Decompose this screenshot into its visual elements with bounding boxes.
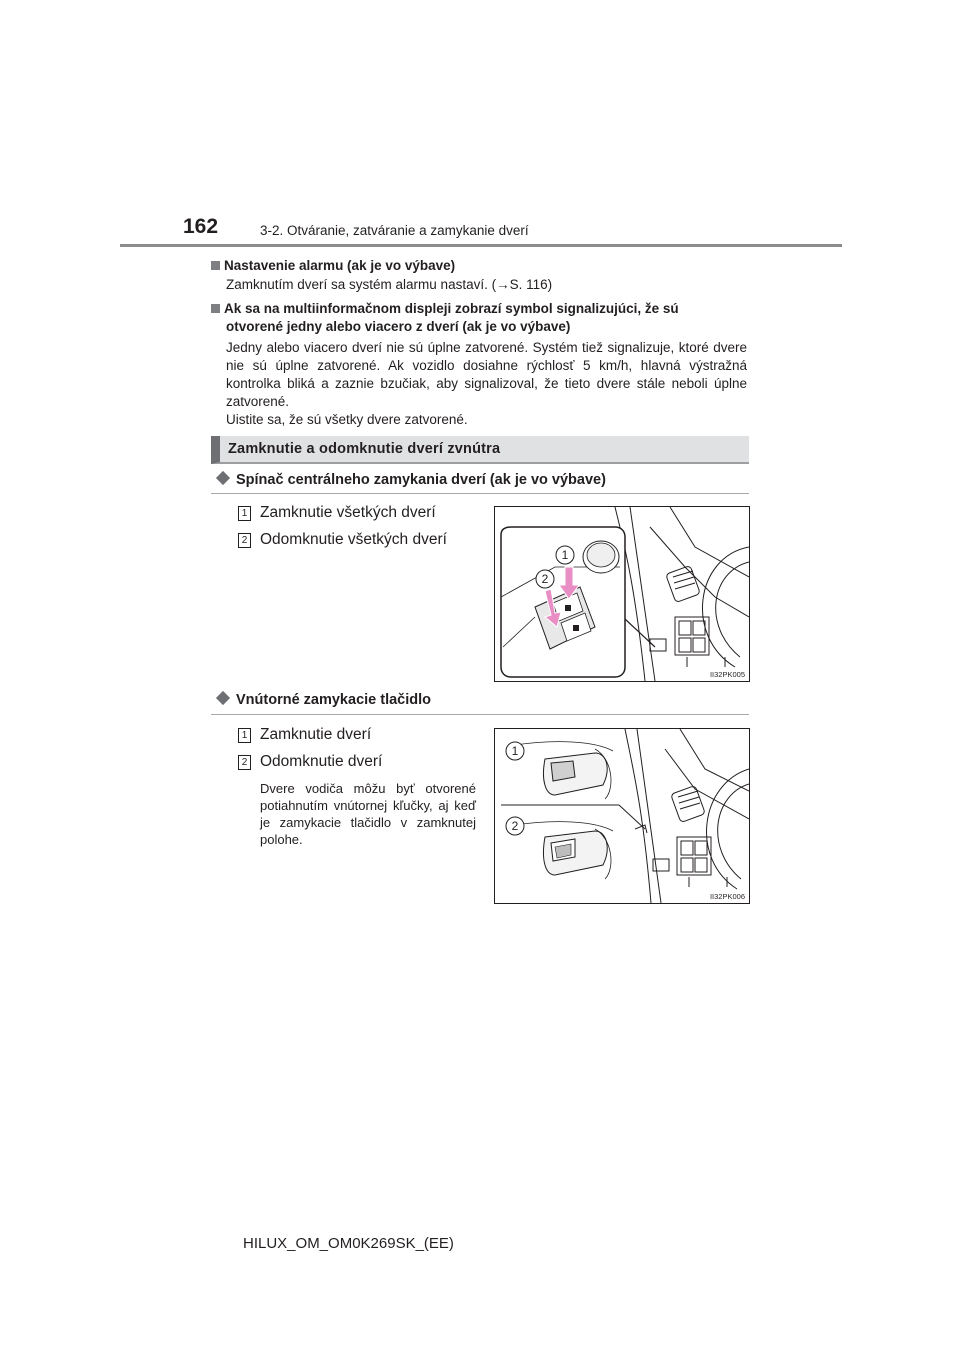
door-switch-illustration (495, 507, 749, 681)
callout-2: 2 (511, 819, 519, 833)
door-lock-illustration (495, 729, 749, 903)
diamond-bullet-icon (216, 471, 230, 485)
step-number-badge: 2 (238, 533, 251, 548)
subsection-rule (211, 714, 749, 715)
figure-code: II32PK006 (709, 892, 745, 901)
chapter-title: 3-2. Otváranie, zatváranie a zamykanie dverí (260, 223, 529, 238)
subsection-title-central-lock: Spínač centrálneho zamykania dverí (ak je vo výbave) (216, 472, 606, 488)
step-label: Zamknutie všetkých dverí (260, 504, 436, 521)
inner-lock-note: Dvere vodiča môžu byť otvorené potiahnutím vnútornej kľučky, aj keď je zamykacie tlačidlo v zamknutej polohe. (260, 781, 476, 847)
note-title-door-open-cont: otvorené jedny alebo viacero z dverí (ak je vo výbave) (226, 319, 571, 334)
section-heading: Zamknutie a odomknutie dverí zvnútra (211, 436, 749, 464)
square-bullet-icon (211, 261, 220, 270)
note-text-door-open-2: Uistite sa, že sú všetky dvere zatvorené. (226, 412, 468, 427)
callout-1: 1 (511, 744, 519, 758)
square-bullet-icon (211, 304, 220, 313)
subsection-rule (211, 493, 749, 494)
note-text-door-open: Jedny alebo viacero dverí nie sú úplne zatvorené. Systém tiež signalizuje, ktoré dvere nie sú úplne zatvorené. Ak vozidlo dosiahne rýchlosť 5 km/h, hlavná výstražná kontrolka bliká a zaznie bzučiak, aby signalizoval, že tieto dvere stále neboli úplne zatvorené. (226, 340, 747, 409)
note-title-door-open: Ak sa na multiinformačnom displeji zobrazí symbol signalizujúci, že sú (211, 300, 751, 318)
step-label: Odomknutie dverí (260, 753, 383, 770)
step-label: Zamknutie dverí (260, 726, 372, 743)
document-code: HILUX_OM_OM0K269SK_(EE) (243, 1235, 454, 1252)
note-title-alarm: Nastavenie alarmu (ak je vo výbave) (211, 257, 455, 275)
figure-inner-lock-button (494, 728, 750, 904)
subsection-title-inner-lock: Vnútorné zamykacie tlačidlo (216, 692, 431, 708)
page-number: 162 (183, 215, 219, 238)
header-rule (120, 244, 842, 247)
figure-code: II32PK005 (709, 670, 745, 679)
note-text-alarm: Zamknutím dverí sa systém alarmu nastaví. (→S. 116) (226, 277, 553, 292)
step-number-badge: 2 (238, 755, 251, 770)
callout-2: 2 (541, 572, 549, 586)
step-label: Odomknutie všetkých dverí (260, 531, 447, 548)
callout-1: 1 (561, 548, 569, 562)
step-number-badge: 1 (238, 728, 251, 743)
step-number-badge: 1 (238, 506, 251, 521)
diamond-bullet-icon (216, 691, 230, 705)
figure-central-lock-switch (494, 506, 750, 682)
